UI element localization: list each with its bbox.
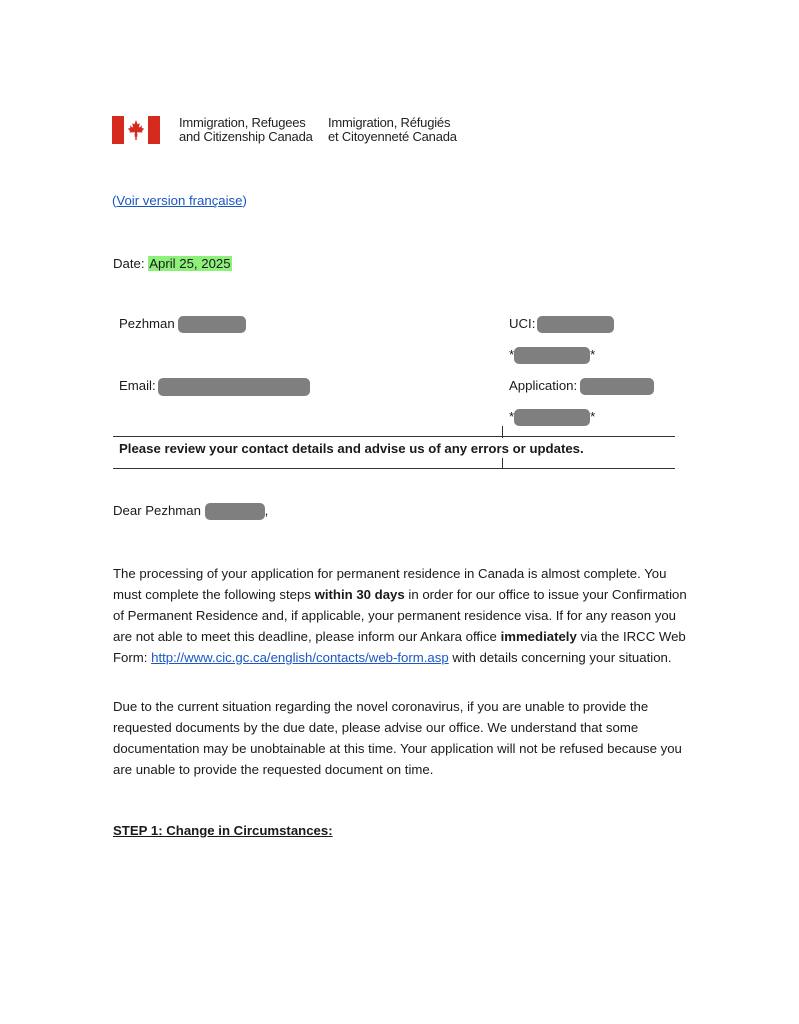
application-line (509, 375, 654, 396)
salutation-line (113, 500, 268, 521)
redacted-surname (178, 316, 246, 333)
salutation-suffix: , (264, 503, 269, 518)
p1-immediately-bold: immediately (500, 629, 577, 644)
redacted-uci-code (514, 347, 590, 364)
org-name-english (179, 116, 313, 144)
ircc-web-form-link[interactable]: http://www.cic.gc.ca/english/contacts/web-form.asp (151, 650, 449, 665)
p1-deadline-bold: within 30 days (314, 587, 405, 602)
email-label: Email: (119, 378, 156, 393)
application-label: Application: (509, 378, 578, 393)
redacted-salutation-surname (205, 503, 265, 520)
french-link-close-paren: ) (242, 193, 247, 208)
asterisk-left: * (509, 409, 515, 424)
org-name-french (328, 116, 457, 144)
redacted-email (158, 378, 310, 396)
asterisk-left: * (509, 347, 515, 362)
asterisk-right: * (590, 347, 596, 362)
redacted-application-number (580, 378, 654, 395)
date-label: Date: (113, 256, 145, 271)
body-paragraph-1 (113, 563, 693, 668)
date-line (113, 253, 232, 274)
org-name-english-line2: and Citizenship Canada (179, 129, 313, 144)
org-name-english-line1: Immigration, Refugees (179, 115, 306, 130)
org-name-french-line2: et Citoyenneté Canada (328, 129, 457, 144)
p1-text-4: with details concerning your situation. (448, 650, 672, 665)
step-1-heading: STEP 1: Change in Circumstances: (113, 823, 333, 838)
french-version-line (112, 190, 247, 211)
canada-flag-icon (112, 116, 160, 144)
recipient-name-line (119, 313, 246, 334)
salutation-prefix: Dear Pezhman (113, 503, 201, 518)
uci-label: UCI: (509, 316, 536, 331)
application-asterisk-line (509, 406, 595, 427)
email-line (119, 375, 310, 396)
uci-asterisk-line (509, 344, 595, 365)
asterisk-right: * (590, 409, 596, 424)
review-notice: Please review your contact details and advise us of any errors or updates. (119, 441, 584, 456)
french-link-open-paren: ( (112, 193, 117, 208)
french-version-link[interactable]: Voir version française (116, 193, 243, 208)
table-column-divider-top (502, 426, 503, 438)
table-column-divider-bottom (502, 458, 503, 469)
redacted-application-code (514, 409, 590, 426)
table-top-rule (113, 436, 675, 437)
recipient-first-name: Pezhman (119, 316, 175, 331)
uci-line (509, 313, 614, 334)
org-name-french-line1: Immigration, Réfugiés (328, 115, 451, 130)
table-bottom-rule (113, 468, 675, 469)
redacted-uci (537, 316, 614, 333)
body-paragraph-2: Due to the current situation regarding the novel coronavirus, if you are unable to provide the requested documents by the due date, please advise our office. We understand that some documentation may be unobtainable at this time. Your application will not be refused because you are unable to provide the requested document on time. (113, 699, 682, 777)
p1-text-2: in order for our office to issue your Confirmation of Permanent Residence and, if applicable, your permanent residence visa. If for any reason you are not able to meet this deadline, please inform our Ankara office (113, 587, 687, 644)
date-value: April 25, 2025 (149, 256, 231, 271)
p1-text-1: The processing of your application for permanent residence in Canada is almost complete. You must complete the following steps (113, 566, 667, 602)
p1-text-3: via the IRCC Web Form: (113, 629, 686, 665)
